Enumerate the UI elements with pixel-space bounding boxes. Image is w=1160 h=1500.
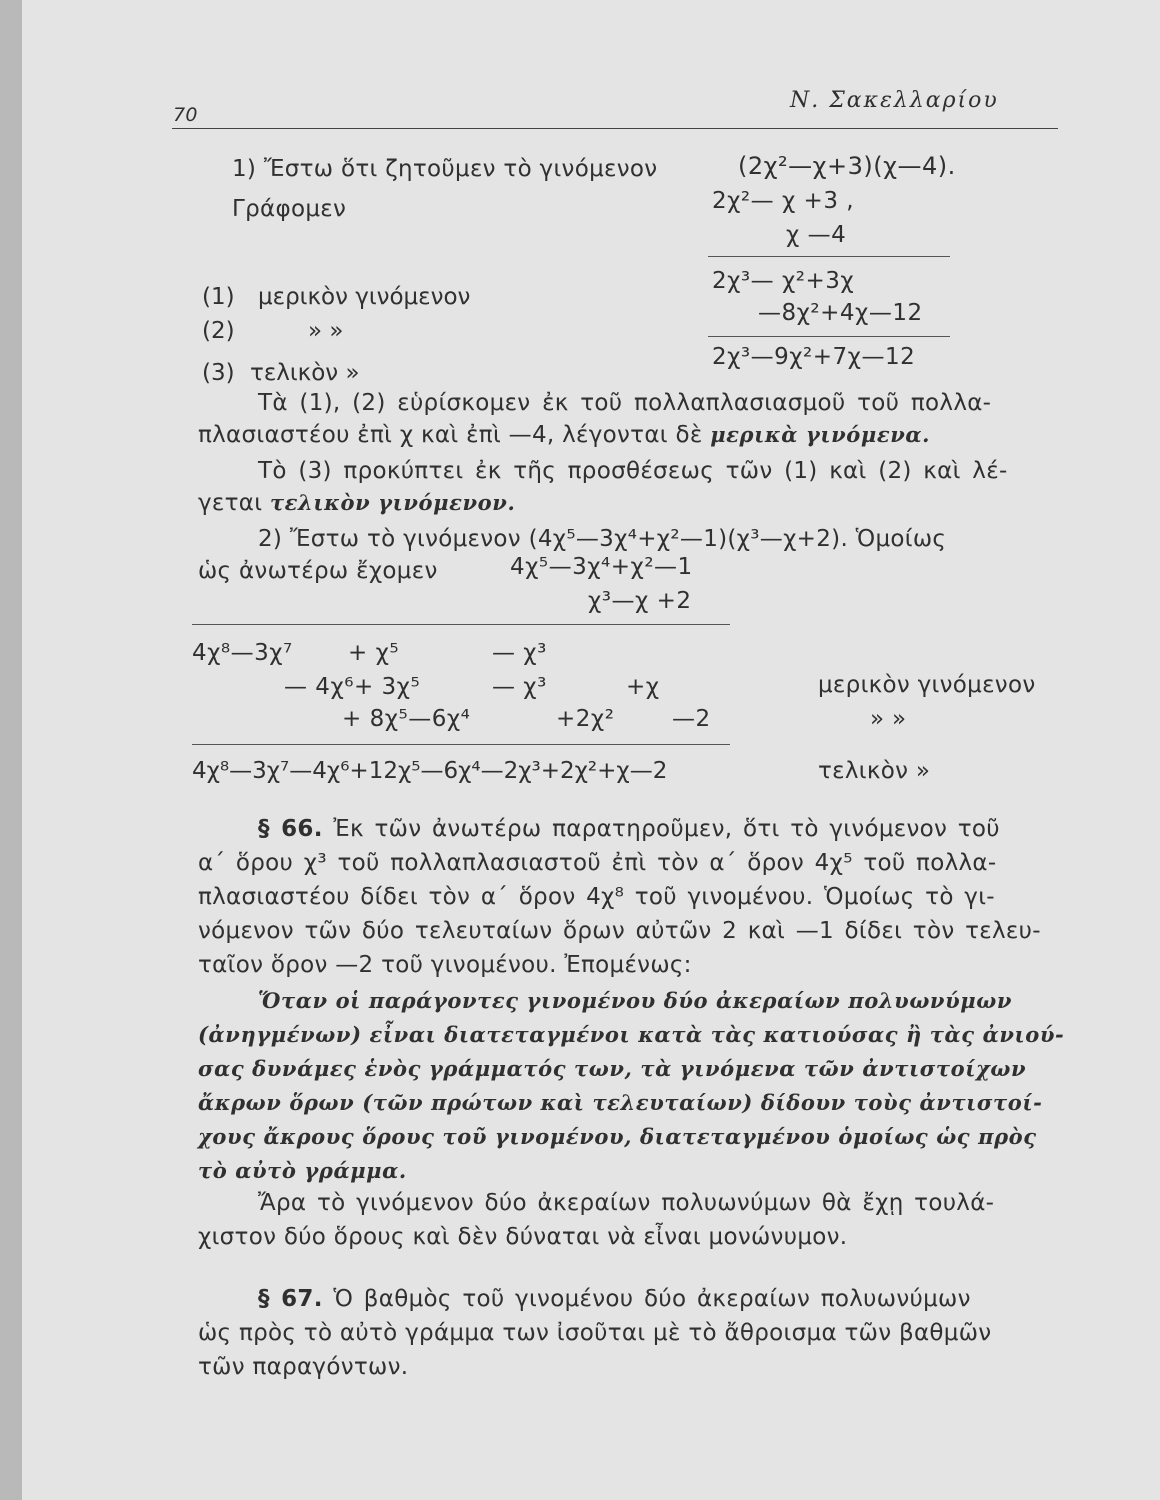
example2-intro2: ὡς ἀνωτέρω ἔχομεν — [198, 558, 438, 584]
rule-line2: (ἀνηγμένων) εἶναι διατεταγμένοι κατὰ τὰς κατιούσας ἢ τὰς ἀνιού- — [198, 1022, 1065, 1047]
final-number: (3) — [202, 360, 235, 386]
partial1-label: μερικὸν γινόμενον — [258, 284, 471, 310]
example1-rule2 — [708, 336, 950, 337]
rule-line3: σας δυνάμες ἑνὸς γράμματός των, τὰ γινόμενα τῶν ἀντιστοίχων — [198, 1056, 1027, 1081]
author-running-head: Ν. Σακελλαρίου — [790, 88, 999, 113]
rule-line4: ἄκρων ὅρων (τῶν πρώτων καὶ τελευταίων) δίδουν τοὺς ἀντιστοί- — [198, 1090, 1043, 1115]
example2-rule2 — [192, 744, 730, 745]
example2-multiplier: χ³—χ +2 — [588, 588, 692, 614]
partial1-number: (1) — [202, 284, 235, 310]
para1-line1: Τὰ (1), (2) εὑρίσκομεν ἐκ τοῦ πολλαπλασιασμοῦ τοῦ πολλα- — [258, 390, 992, 416]
ex2-row2-b: — χ³ — [492, 674, 547, 700]
example2-rule1 — [192, 624, 730, 625]
example2-intro: 2) Ἔστω τὸ γινόμενον (4χ⁵—3χ⁴+χ²—1)(χ³—χ+2). Ὁμοίως — [258, 526, 947, 552]
section67-text1: Ὁ βαθμὸς τοῦ γινομένου δύο ἀκεραίων πολυωνύμων — [322, 1286, 971, 1312]
partial2-label: » » — [308, 318, 344, 344]
para1-line2 — [198, 422, 930, 448]
ex2-row2-a: — 4χ⁶+ 3χ⁵ — [284, 674, 421, 700]
partial1: 2χ³— χ²+3χ — [712, 268, 855, 294]
ex2-row3-b: +2χ² — [556, 706, 615, 732]
example1-rule1 — [708, 256, 950, 257]
page-number: 70 — [173, 104, 198, 126]
para2-line2 — [198, 490, 515, 516]
section66-line2: α΄ ὅρου χ³ τοῦ πολλαπλασιαστοῦ ἐπὶ τὸν α΄ ὅρον 4χ⁵ τοῦ πολλα- — [198, 850, 997, 876]
para1-emphasis: μερικὰ γινόμενα. — [710, 422, 931, 447]
section67-line2: ὡς πρὸς τὸ αὐτὸ γράμμα των ἰσοῦται μὲ τὸ ἄθροισμα τῶν βαθμῶν — [198, 1320, 992, 1346]
section66-number: § 66. — [258, 816, 323, 842]
rule-line5: χους ἄκρους ὅρους τοῦ γινομένου, διατεταγμένου ὁμοίως ὡς πρὸς — [198, 1124, 1037, 1149]
example2-multiplicand: 4χ⁵—3χ⁴+χ²—1 — [510, 554, 693, 580]
section66-line3: πλασιαστέου δίδει τὸν α΄ ὅρον 4χ⁸ τοῦ γινομένου. Ὁμοίως τὸ γι- — [198, 884, 995, 910]
final-label: τελικὸν » — [250, 360, 360, 386]
section66-text1: Ἐκ τῶν ἀνωτέρω παρατηροῦμεν, ὅτι τὸ γινόμενον τοῦ — [322, 816, 1000, 842]
example1-multiplier: χ —4 — [786, 222, 847, 248]
section66-line1 — [258, 816, 1000, 842]
ex2-row1-c: — χ³ — [492, 640, 547, 666]
para1-line2-text: πλασιαστέου ἐπὶ χ καὶ ἐπὶ —4, λέγονται δὲ — [198, 422, 711, 448]
section67-line3: τῶν παραγόντων. — [198, 1354, 409, 1380]
para2-line1: Τὸ (3) προκύπτει ἐκ τῆς προσθέσεως τῶν (1) καὶ (2) καὶ λέ- — [258, 458, 1008, 484]
ex2-final-label: τελικὸν » — [818, 758, 931, 784]
section66-line4: νόμενον τῶν δύο τελευταίων ὅρων αὐτῶν 2 καὶ —1 δίδει τὸν τελευ- — [198, 918, 1041, 944]
para2-line2-text: γεται — [198, 490, 270, 516]
header-rule — [172, 128, 1058, 129]
partial2: —8χ²+4χ—12 — [758, 300, 923, 326]
example1-product: (2χ²—χ+3)(χ—4). — [738, 152, 956, 180]
example1-final: 2χ³—9χ²+7χ—12 — [712, 344, 916, 370]
conclusion-line1: Ἄρα τὸ γινόμενον δύο ἀκεραίων πολυωνύμων θὰ ἔχῃ τουλά- — [258, 1190, 995, 1216]
example2-final: 4χ⁸—3χ⁷—4χ⁶+12χ⁵—6χ⁴—2χ³+2χ²+χ—2 — [192, 758, 668, 784]
section67-line1 — [258, 1286, 971, 1312]
ex2-partial-label: μερικὸν γινόμενον — [818, 672, 1036, 698]
conclusion-line2: χιστον δύο ὅρους καὶ δὲν δύναται νὰ εἶναι μονώνυμον. — [198, 1224, 848, 1250]
example1-write-label: Γράφομεν — [232, 196, 347, 222]
partial2-number: (2) — [202, 318, 235, 344]
section66-line5: ταῖον ὅρον —2 τοῦ γινομένου. Ἐπομένως: — [198, 952, 692, 978]
rule-line1: Ὅταν οἱ παράγοντες γινομένου δύο ἀκεραίων πολυωνύμων — [258, 988, 1013, 1013]
ex2-row1-b: + χ⁵ — [348, 640, 400, 666]
ex2-row3-a: + 8χ⁵—6χ⁴ — [342, 706, 471, 732]
example1-multiplicand: 2χ²— χ +3 , — [712, 188, 855, 214]
ex2-ditto-label: » » — [870, 706, 907, 732]
rule-line6: τὸ αὐτὸ γράμμα. — [198, 1158, 407, 1183]
book-page — [22, 0, 1160, 1500]
ex2-row3-c: —2 — [672, 706, 711, 732]
ex2-row1-a: 4χ⁸—3χ⁷ — [192, 640, 293, 666]
example1-intro: 1) Ἔστω ὅτι ζητοῦμεν τὸ γινόμενον — [232, 156, 658, 182]
ex2-row2-c: +χ — [626, 674, 660, 700]
section67-number: § 67. — [258, 1286, 323, 1312]
para2-emphasis: τελικὸν γινόμενον. — [269, 490, 516, 515]
